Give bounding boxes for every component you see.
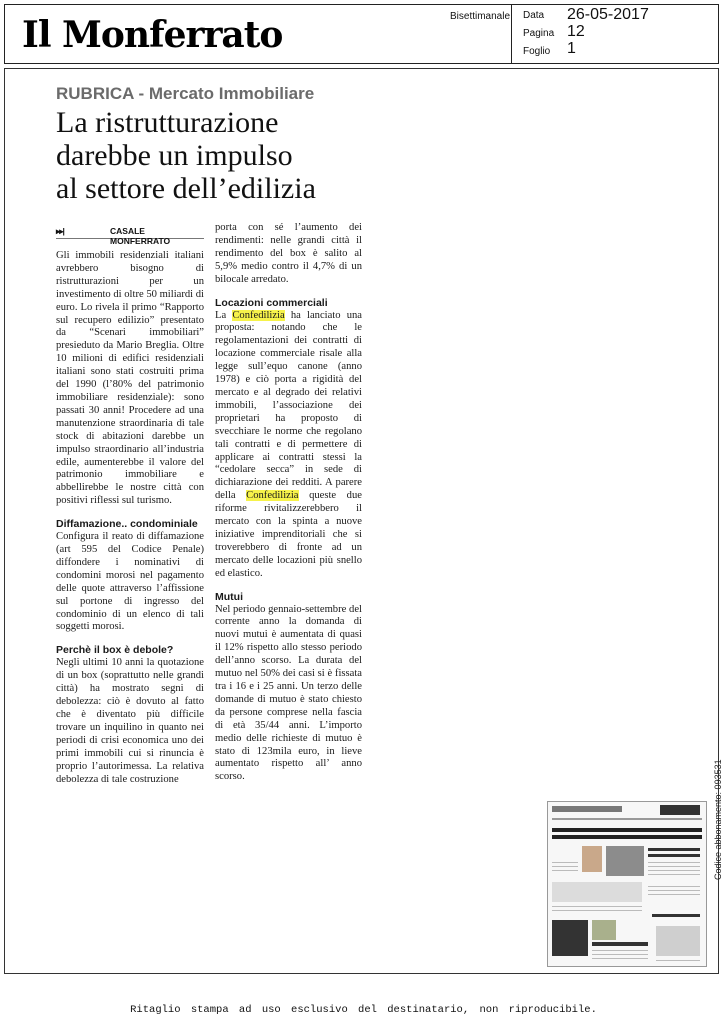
page-thumbnail [547, 801, 707, 967]
meta-sheet-value: 1 [567, 40, 576, 57]
subscription-code: Codice abbonamento: 093531 [713, 759, 723, 880]
footer-disclaimer: Ritaglio stampa ad uso esclusivo del destinatario, non riproducibile. [130, 1004, 597, 1016]
subhead-locazioni: Locazioni commerciali [215, 296, 328, 309]
rubrica-kicker: RUBRICA - Mercato Immobiliare [56, 84, 315, 103]
dateline-arrows-icon: ▸▸| [56, 226, 64, 236]
subhead-box: Perchè il box è debole? [56, 644, 174, 657]
headline-line-1: La ristrutturazione [56, 106, 279, 139]
meta-date-label: Data [523, 10, 545, 21]
paragraph-box-continued: porta con sé l’aumento dei rendimenti: nelle grandi città il rendimento del box è salito al 5,9% medio contro il 4,7% di un bilocale arredato. [215, 222, 362, 285]
paragraph-mutui: Nel periodo gennaio-settembre del corrente anno la domanda di nuovi mutui è aumentata di quasi il 12% rispetto allo stesso periodo dell’anno scorso. La durata del mutuo nel 50% dei casi si è fissata tra i 16 e i 25 anni. Un terzo delle domande di mutuo è stato chiesto da persone comprese nella fascia di età 35/44 anni. L’importo medio delle richieste di mutuo è stato di 123mila euro, in lieve aumentato rispetto all’ anno scorso. [215, 603, 362, 783]
highlight-confedilizia-2: Confedilizia [246, 490, 299, 502]
subhead-diffamazione: Diffamazione.. condominiale [56, 518, 198, 531]
paragraph-locazioni: La Confedilizia ha lanciato una proposta: notando che le regolamentazioni dei contratti di locazione commerciale risale alla legge sull’equo canone (anno 1978) e ciò porta a rigidità del mercato e al degrado dei relativi immobili, l’associazione dei proprietari ha proposto di svecchiare le norme che regolano tali contratti e di permettere di applicare ai contratti stessi la “cedolare secca” in sede di dichiarazione dei redditi. A parere della Confedilizia queste due riforme rivitalizzerebbero il mercato con la spinta a nuove iniziative imprenditoriali che si troverebbero di fronte ad un mercato delle locazioni più snello ed elastico. [215, 309, 362, 579]
meta-page-label: Pagina [523, 28, 555, 39]
dateline-city: CASALE MONFERRATO [110, 226, 171, 246]
article-column-2 [215, 222, 362, 784]
meta-sheet-label: Foglio [523, 46, 551, 57]
paragraph-diffamazione: Configura il reato di diffamazione (art 595 del Codice Penale) diffondere i nominativi di condomini morosi nel pagamento delle quote attraverso l’affissione sul portone di ingresso del condominio di un elenco di tali soggetti morosi. [56, 531, 204, 633]
dateline [56, 226, 204, 246]
masthead-logo: Il Monferrato [22, 14, 283, 56]
article-column-1 [56, 250, 204, 786]
highlight-confedilizia-1: Confedilizia [232, 309, 285, 321]
periodicity-label: Bisettimanale [450, 11, 511, 22]
paragraph-box: Negli ultimi 10 anni la quotazione di un box (soprattutto nelle grandi città) ha mostrato segni di debolezza: ciò è dovuto al fatto che è diventato più difficile trovare un inquilino in quanto nei periodi di crisi economica uno dei primi immobili cui si rinuncia è proprio l’autorimessa. La relativa debolezza di tale costruzione [56, 657, 204, 785]
subhead-mutui: Mutui [215, 590, 243, 603]
headline-line-3: al settore dell’edilizia [56, 172, 316, 205]
intro-paragraph: Gli immobili residenziali italiani avrebbero bisogno di ristrutturazioni per un investimento di oltre 50 miliardi di euro. Lo rivela il primo “Rapporto sul recupero edilizio” presentato da “Scenari immobiliari” presieduto da Mario Breglia. Oltre 10 milioni di edifici residenziali italiani sono stati costruiti prima del 1990 (l’80% del patrimonio immobiliare residenziale): sono passati 30 anni! Procedere ad una manutenzione straordinaria di tale stock di abitazioni darebbe un impulso straordinario all’industria edile, aumenterebbe il valore del patrimonio immobiliare e abbellirebbe le nostre città con positivi riflessi sul turismo. [56, 250, 204, 507]
meta-page-value: 12 [567, 23, 585, 40]
article-headline [56, 106, 316, 205]
meta-date-value: 26-05-2017 [567, 6, 649, 23]
headline-line-2: darebbe un impulso [56, 139, 293, 172]
